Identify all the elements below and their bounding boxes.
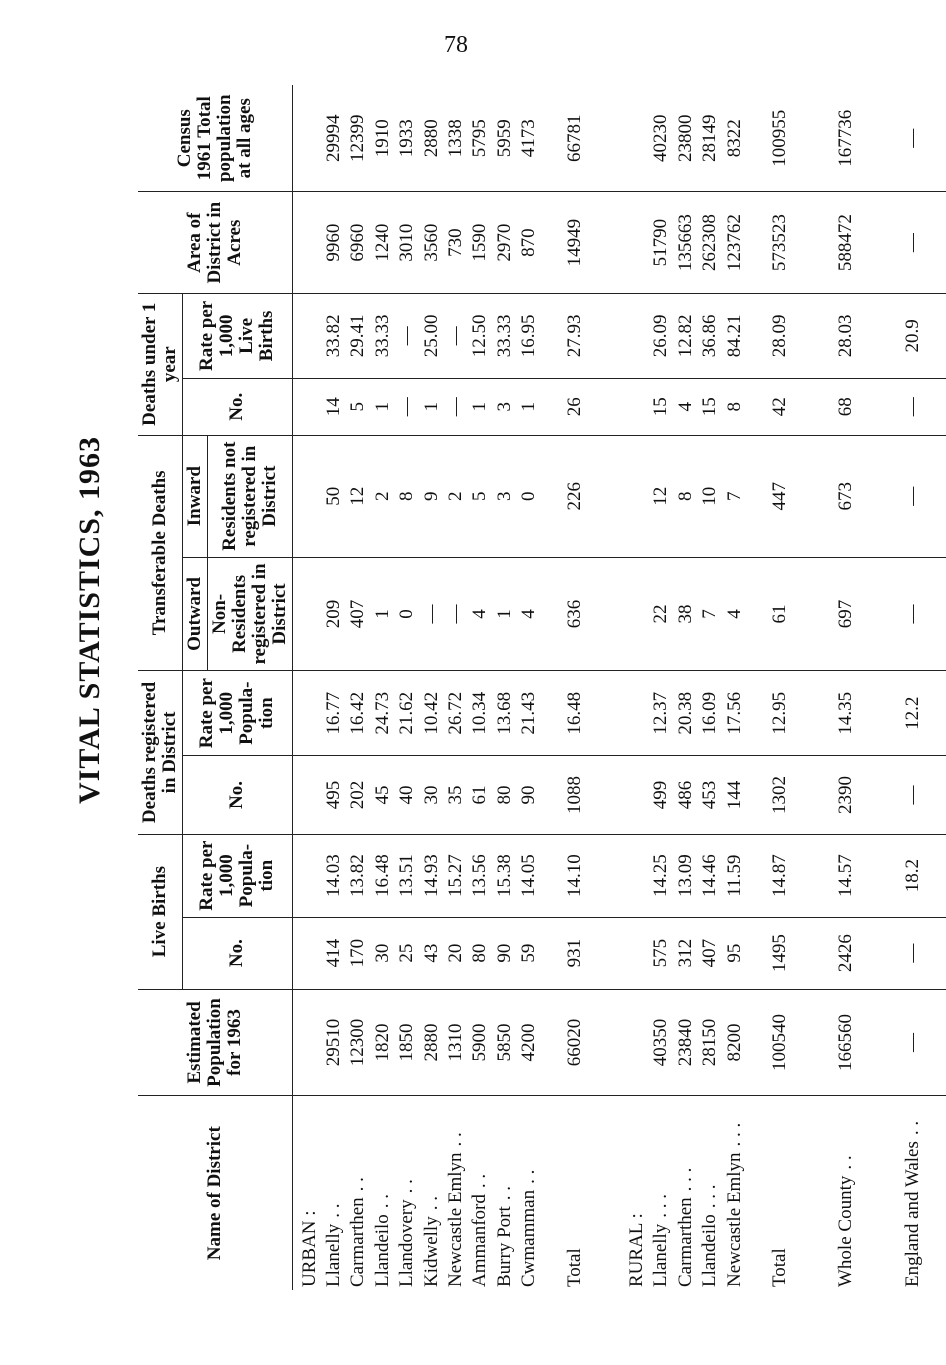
cell-inward: 50 <box>322 435 346 557</box>
cell-inf-rate: 29.41 <box>346 293 370 378</box>
cell-inward: 3 <box>493 435 517 557</box>
statistics-table-rotated <box>138 85 923 1290</box>
cell-inf-no: 1 <box>420 378 444 435</box>
cell-births: 80 <box>468 917 492 989</box>
section-urban-row <box>292 85 322 1290</box>
leader-dots: . . . <box>723 1122 745 1147</box>
cell-inward: 2 <box>371 435 395 557</box>
cell-outward: — <box>880 557 946 670</box>
leader-dots: . . <box>493 1186 515 1201</box>
district-name-text: Carmarthen <box>674 1197 696 1287</box>
district-name-text: Llandovery <box>396 1199 418 1287</box>
cell-inf-no: 68 <box>813 378 879 435</box>
cell-census: 5959 <box>493 85 517 192</box>
cell-inf-rate: 28.09 <box>747 293 813 378</box>
leader-dots: . . <box>518 1169 540 1184</box>
cell-outward: 636 <box>542 557 608 670</box>
cell-death-rate: 16.42 <box>346 671 370 756</box>
header-est-pop: Estimated Population for 1963 <box>138 989 292 1096</box>
header-name: Name of District <box>138 1096 292 1290</box>
cell-death-rate: 12.95 <box>747 671 813 756</box>
cell-outward: 4 <box>517 557 541 670</box>
cell-inward: 8 <box>674 435 698 557</box>
cell-birth-rate: 14.57 <box>813 834 879 917</box>
district-name <box>880 1096 946 1290</box>
cell-death-rate: 14.35 <box>813 671 879 756</box>
table-row <box>723 85 747 1290</box>
cell-death-rate: 16.09 <box>698 671 722 756</box>
cell-deaths: 40 <box>395 756 419 835</box>
cell-inf-rate: 16.95 <box>517 293 541 378</box>
cell-census: 2880 <box>420 85 444 192</box>
header-births-rate: Rate per 1,000 Popula- tion <box>182 834 292 917</box>
cell-pop: 23840 <box>674 989 698 1096</box>
district-name-text: Whole County <box>835 1175 857 1287</box>
district-name <box>468 1096 492 1290</box>
cell-area: 730 <box>444 192 468 293</box>
header-deaths-under-1: Deaths under 1 year <box>138 293 182 435</box>
district-name <box>420 1096 444 1290</box>
cell-pop: 2880 <box>420 989 444 1096</box>
district-name <box>346 1096 370 1290</box>
cell-birth-rate: 15.38 <box>493 834 517 917</box>
district-name <box>542 1096 608 1290</box>
cell-outward: 22 <box>649 557 673 670</box>
cell-births: 43 <box>420 917 444 989</box>
district-name <box>813 1096 879 1290</box>
district-name <box>493 1096 517 1290</box>
table-row <box>444 85 468 1290</box>
cell-death-rate: 26.72 <box>444 671 468 756</box>
cell-deaths: 61 <box>468 756 492 835</box>
cell-inf-no: 5 <box>346 378 370 435</box>
cell-pop: 1820 <box>371 989 395 1096</box>
table-body <box>292 85 946 1290</box>
district-name-text: Cwmamman <box>518 1189 540 1287</box>
leader-dots: . . . <box>699 1184 721 1209</box>
cell-census: 100955 <box>747 85 813 192</box>
cell-area: — <box>880 192 946 293</box>
cell-birth-rate: 14.87 <box>747 834 813 917</box>
cell-pop: 1310 <box>444 989 468 1096</box>
cell-pop: 5850 <box>493 989 517 1096</box>
cell-inf-no: — <box>444 378 468 435</box>
cell-death-rate: 17.56 <box>723 671 747 756</box>
cell-inward: — <box>880 435 946 557</box>
district-name-text: Llanelly <box>322 1223 344 1287</box>
cell-census: — <box>880 85 946 192</box>
leader-dots: . . <box>347 1177 369 1192</box>
cell-deaths: 202 <box>346 756 370 835</box>
header-infant-no: No. <box>182 378 292 435</box>
cell-births: 2426 <box>813 917 879 989</box>
cell-death-rate: 12.37 <box>649 671 673 756</box>
section-urban: URBAN : <box>298 1210 320 1287</box>
cell-deaths: 486 <box>674 756 698 835</box>
cell-inf-rate: 84.21 <box>723 293 747 378</box>
cell-deaths: — <box>880 756 946 835</box>
cell-births: 30 <box>371 917 395 989</box>
leader-dots: . . <box>445 1132 466 1147</box>
cell-inf-no: 15 <box>649 378 673 435</box>
district-name-text: Newcastle Emlyn <box>723 1152 745 1287</box>
cell-inf-no: — <box>395 378 419 435</box>
district-name <box>322 1096 346 1290</box>
cell-area: 123762 <box>723 192 747 293</box>
district-name <box>674 1096 698 1290</box>
cell-death-rate: 24.73 <box>371 671 395 756</box>
cell-deaths: 30 <box>420 756 444 835</box>
cell-inward: 5 <box>468 435 492 557</box>
header-transferable: Transferable Deaths <box>138 435 182 671</box>
cell-inf-rate: — <box>444 293 468 378</box>
leader-dots: . . <box>835 1155 857 1170</box>
cell-inf-no: 8 <box>723 378 747 435</box>
cell-deaths: 144 <box>723 756 747 835</box>
cell-inf-no: 1 <box>371 378 395 435</box>
cell-outward: — <box>444 557 468 670</box>
cell-pop: 4200 <box>517 989 541 1096</box>
page-number: 78 <box>444 32 468 58</box>
cell-outward: 697 <box>813 557 879 670</box>
cell-area: 51790 <box>649 192 673 293</box>
cell-outward: 209 <box>322 557 346 670</box>
cell-birth-rate: 13.51 <box>395 834 419 917</box>
cell-area: 262308 <box>698 192 722 293</box>
cell-area: 573523 <box>747 192 813 293</box>
cell-death-rate: 13.68 <box>493 671 517 756</box>
cell-census: 28149 <box>698 85 722 192</box>
cell-pop: 12300 <box>346 989 370 1096</box>
cell-births: 575 <box>649 917 673 989</box>
cell-area: 1240 <box>371 192 395 293</box>
header-deaths-registered: Deaths registered in District <box>138 671 182 835</box>
cell-birth-rate: 14.93 <box>420 834 444 917</box>
header-inward: Inward <box>182 435 207 557</box>
table-row <box>346 85 370 1290</box>
district-name-text: Llandeilo <box>699 1214 721 1287</box>
cell-census: 23800 <box>674 85 698 192</box>
district-name-text: Kidwelly <box>420 1216 442 1287</box>
cell-birth-rate: 18.2 <box>880 834 946 917</box>
district-name <box>371 1096 395 1290</box>
cell-births: 20 <box>444 917 468 989</box>
header-non-residents: Non-Residents registered in District <box>207 557 292 670</box>
cell-census: 8322 <box>723 85 747 192</box>
cell-births: 1495 <box>747 917 813 989</box>
england-wales-row <box>880 85 946 1290</box>
cell-inf-rate: — <box>395 293 419 378</box>
cell-birth-rate: 16.48 <box>371 834 395 917</box>
header-outward: Outward <box>182 557 207 670</box>
leader-dots: . . <box>420 1196 442 1211</box>
cell-inward: 0 <box>517 435 541 557</box>
cell-inf-no: — <box>880 378 946 435</box>
cell-area: 588472 <box>813 192 879 293</box>
district-name-text: Burry Port <box>493 1206 515 1287</box>
district-name <box>444 1096 468 1290</box>
cell-births: 407 <box>698 917 722 989</box>
table-row <box>395 85 419 1290</box>
district-name <box>747 1096 813 1290</box>
cell-deaths: 453 <box>698 756 722 835</box>
district-name-text: Newcastle Emlyn <box>445 1152 466 1287</box>
cell-area: 14949 <box>542 192 608 293</box>
cell-inf-no: 1 <box>468 378 492 435</box>
district-name-text: Llanelly <box>650 1223 672 1287</box>
cell-pop: 28150 <box>698 989 722 1096</box>
cell-outward: 1 <box>371 557 395 670</box>
cell-census: 12399 <box>346 85 370 192</box>
header-deaths-no: No. <box>182 756 292 835</box>
cell-inf-rate: 33.82 <box>322 293 346 378</box>
cell-inward: 10 <box>698 435 722 557</box>
cell-census: 4173 <box>517 85 541 192</box>
cell-inward: 673 <box>813 435 879 557</box>
cell-inf-rate: 33.33 <box>371 293 395 378</box>
rural-total-row <box>747 85 813 1290</box>
leader-dots: . . . <box>674 1167 696 1192</box>
cell-death-rate: 12.2 <box>880 671 946 756</box>
district-name-text: Carmarthen <box>347 1197 369 1287</box>
cell-pop: 5900 <box>468 989 492 1096</box>
leader-dots: . . <box>322 1203 344 1218</box>
table-row <box>649 85 673 1290</box>
cell-outward: 407 <box>346 557 370 670</box>
district-name-text: Ammanford <box>469 1194 491 1287</box>
cell-outward: 38 <box>674 557 698 670</box>
district-name <box>649 1096 673 1290</box>
cell-inf-rate: 25.00 <box>420 293 444 378</box>
cell-deaths: 35 <box>444 756 468 835</box>
page-side-title: VITAL STATISTICS, 1963 <box>73 436 106 804</box>
cell-pop: 1850 <box>395 989 419 1096</box>
cell-birth-rate: 14.46 <box>698 834 722 917</box>
cell-birth-rate: 15.27 <box>444 834 468 917</box>
header-live-births: Live Births <box>138 834 182 989</box>
cell-inf-rate: 33.33 <box>493 293 517 378</box>
cell-area: 3560 <box>420 192 444 293</box>
cell-inf-no: 3 <box>493 378 517 435</box>
header-infant-rate: Rate per 1,000 Live Births <box>182 293 292 378</box>
cell-inf-rate: 12.82 <box>674 293 698 378</box>
header-births-no: No. <box>182 917 292 989</box>
cell-deaths: 1302 <box>747 756 813 835</box>
cell-outward: 61 <box>747 557 813 670</box>
cell-birth-rate: 13.56 <box>468 834 492 917</box>
district-name-text: Total <box>769 1248 791 1287</box>
leader-dots: . . <box>371 1193 393 1209</box>
cell-census: 29994 <box>322 85 346 192</box>
cell-pop: 29510 <box>322 989 346 1096</box>
cell-inward: 9 <box>420 435 444 557</box>
cell-inward: 12 <box>346 435 370 557</box>
cell-area: 3010 <box>395 192 419 293</box>
cell-inward: 447 <box>747 435 813 557</box>
cell-births: 170 <box>346 917 370 989</box>
cell-death-rate: 21.62 <box>395 671 419 756</box>
cell-area: 6960 <box>346 192 370 293</box>
table-row <box>371 85 395 1290</box>
cell-outward: 4 <box>723 557 747 670</box>
cell-death-rate: 16.77 <box>322 671 346 756</box>
cell-inward: 2 <box>444 435 468 557</box>
cell-pop: — <box>880 989 946 1096</box>
district-name <box>698 1096 722 1290</box>
cell-area: 1590 <box>468 192 492 293</box>
district-name-text: Llandeilo <box>371 1214 393 1287</box>
cell-birth-rate: 14.25 <box>649 834 673 917</box>
table-row <box>322 85 346 1290</box>
cell-inf-rate: 36.86 <box>698 293 722 378</box>
cell-census: 1910 <box>371 85 395 192</box>
cell-pop: 100540 <box>747 989 813 1096</box>
cell-census: 5795 <box>468 85 492 192</box>
district-name-text: Total <box>563 1248 585 1287</box>
cell-pop: 166560 <box>813 989 879 1096</box>
cell-outward: 4 <box>468 557 492 670</box>
cell-inf-rate: 27.93 <box>542 293 608 378</box>
cell-inward: 7 <box>723 435 747 557</box>
cell-birth-rate: 14.03 <box>322 834 346 917</box>
cell-births: 25 <box>395 917 419 989</box>
cell-deaths: 45 <box>371 756 395 835</box>
header-deaths-rate: Rate per 1,000 Popula- tion <box>182 671 292 756</box>
cell-birth-rate: 13.09 <box>674 834 698 917</box>
district-name-text: England and Wales <box>901 1141 923 1287</box>
district-name <box>723 1096 747 1290</box>
cell-death-rate: 10.42 <box>420 671 444 756</box>
cell-outward: 7 <box>698 557 722 670</box>
cell-inf-rate: 20.9 <box>880 293 946 378</box>
district-name <box>517 1096 541 1290</box>
whole-county-row <box>813 85 879 1290</box>
cell-outward: — <box>420 557 444 670</box>
cell-births: 59 <box>517 917 541 989</box>
header-census: Census 1961 Total population at all ages <box>138 85 292 192</box>
cell-inf-no: 1 <box>517 378 541 435</box>
cell-pop: 40350 <box>649 989 673 1096</box>
cell-deaths: 2390 <box>813 756 879 835</box>
cell-inward: 8 <box>395 435 419 557</box>
cell-census: 1338 <box>444 85 468 192</box>
cell-inf-rate: 12.50 <box>468 293 492 378</box>
leader-dots: . . <box>469 1173 491 1189</box>
cell-inf-no: 15 <box>698 378 722 435</box>
cell-inf-rate: 26.09 <box>649 293 673 378</box>
district-name <box>395 1096 419 1290</box>
section-rural-row <box>608 85 649 1290</box>
cell-inf-no: 42 <box>747 378 813 435</box>
cell-deaths: 90 <box>517 756 541 835</box>
cell-deaths: 1088 <box>542 756 608 835</box>
cell-inf-no: 14 <box>322 378 346 435</box>
leader-dots: . . . <box>650 1193 672 1218</box>
cell-census: 40230 <box>649 85 673 192</box>
cell-births: 312 <box>674 917 698 989</box>
vital-statistics-table <box>138 85 946 1290</box>
cell-area: 870 <box>517 192 541 293</box>
section-rural: RURAL : <box>626 1213 648 1287</box>
cell-census: 1933 <box>395 85 419 192</box>
cell-deaths: 499 <box>649 756 673 835</box>
table-row <box>517 85 541 1290</box>
cell-outward: 0 <box>395 557 419 670</box>
cell-death-rate: 21.43 <box>517 671 541 756</box>
urban-total-row <box>542 85 608 1290</box>
cell-pop: 8200 <box>723 989 747 1096</box>
cell-births: 931 <box>542 917 608 989</box>
cell-pop: 66020 <box>542 989 608 1096</box>
leader-dots: . . <box>901 1120 923 1136</box>
cell-deaths: 495 <box>322 756 346 835</box>
table-row <box>493 85 517 1290</box>
cell-inward: 226 <box>542 435 608 557</box>
table-row <box>698 85 722 1290</box>
cell-inf-no: 4 <box>674 378 698 435</box>
cell-births: 90 <box>493 917 517 989</box>
table-row <box>420 85 444 1290</box>
cell-area: 2970 <box>493 192 517 293</box>
cell-deaths: 80 <box>493 756 517 835</box>
cell-birth-rate: 13.82 <box>346 834 370 917</box>
header-residents-not-registered: Residents not registered in District <box>207 435 292 557</box>
cell-death-rate: 10.34 <box>468 671 492 756</box>
cell-area: 9960 <box>322 192 346 293</box>
cell-births: 414 <box>322 917 346 989</box>
cell-outward: 1 <box>493 557 517 670</box>
cell-inward: 12 <box>649 435 673 557</box>
cell-death-rate: 20.38 <box>674 671 698 756</box>
table-row <box>674 85 698 1290</box>
table-row <box>468 85 492 1290</box>
cell-births: — <box>880 917 946 989</box>
cell-birth-rate: 11.59 <box>723 834 747 917</box>
cell-inf-rate: 28.03 <box>813 293 879 378</box>
cell-census: 66781 <box>542 85 608 192</box>
cell-death-rate: 16.48 <box>542 671 608 756</box>
header-area: Area of District in Acres <box>138 192 292 293</box>
cell-inf-no: 26 <box>542 378 608 435</box>
cell-births: 95 <box>723 917 747 989</box>
cell-census: 167736 <box>813 85 879 192</box>
cell-area: 135663 <box>674 192 698 293</box>
cell-birth-rate: 14.10 <box>542 834 608 917</box>
cell-birth-rate: 14.05 <box>517 834 541 917</box>
leader-dots: . . <box>396 1179 418 1194</box>
